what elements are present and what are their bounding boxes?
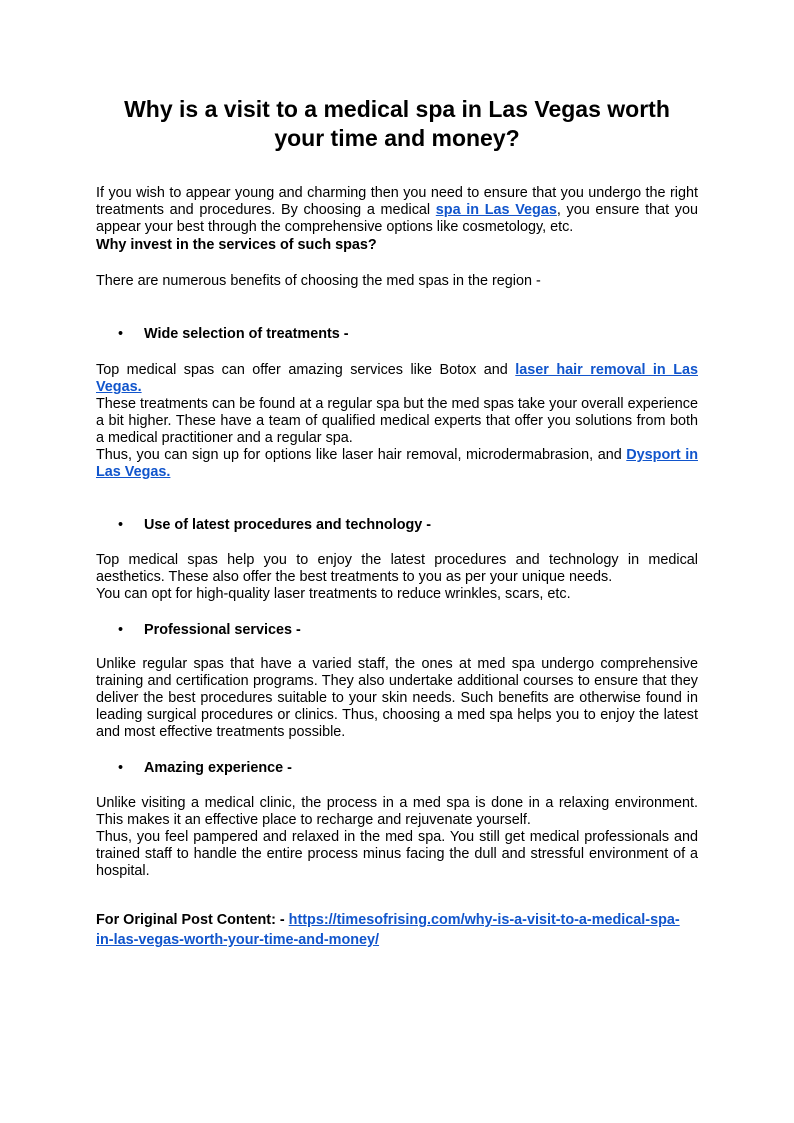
subheading-why-invest: Why invest in the services of such spas? [96, 237, 377, 253]
laser-hair-removal-link[interactable]: laser hair removal in Las Vegas. [96, 362, 698, 395]
bullet-dot: • [118, 517, 124, 533]
bullet-heading-amazing-experience: Amazing experience - [144, 760, 292, 776]
s1-paragraph-2: These treatments can be found at a regular spa but the med spas take your overall experience a bit higher. These have a team of qualified medical experts that offer you solutions from both a medical practitioner and a regular spa. [96, 396, 698, 446]
s3-paragraph-1: Unlike regular spas that have a varied staff, the ones at med spa undergo comprehensive training and certification programs. They also undertake additional courses to ensure that they deliver the best procedures suitable to your skin needs. Such benefits are otherwise found in leading surgical procedures or clinics. Thus, choosing a med spa helps you to enjoy the latest and most effective treatments possible. [96, 656, 698, 740]
original-post-link-part-1[interactable]: https://timesofrising.com/why-is-a-visit-to-a-medical-spa- [288, 912, 680, 928]
s1-paragraph-3 [96, 447, 698, 481]
original-post-link-part-2[interactable]: in-las-vegas-worth-your-time-and-money/ [96, 932, 380, 948]
intro-text-after: , you ensure that you appear your best through the comprehensive options like cosmetology, etc. [96, 202, 699, 235]
s2-paragraph-1: Top medical spas help you to enjoy the latest procedures and technology in medical aesthetics. These also offer the best treatments to you as per your unique needs. [96, 552, 698, 585]
bullet-dot: • [118, 622, 124, 638]
original-post-footer [96, 910, 698, 950]
bullet-heading-wide-selection: Wide selection of treatments - [144, 326, 349, 342]
s4-paragraph-2: Thus, you feel pampered and relaxed in the med spa. You still get medical professionals and trained staff to handle the entire process minus facing the dull and stressful environment of a hospital. [96, 829, 698, 879]
bullet-dot: • [118, 760, 124, 776]
bullet-heading-latest-procedures: Use of latest procedures and technology - [144, 517, 432, 533]
s4-paragraph-1: Unlike visiting a medical clinic, the process in a med spa is done in a relaxing environment. This makes it an effective place to recharge and rejuvenate yourself. [96, 795, 698, 828]
bullet-dot: • [118, 326, 124, 342]
dysport-link[interactable]: Dysport in Las Vegas. [96, 447, 698, 480]
s2-paragraph-2: You can opt for high-quality laser treatments to reduce wrinkles, scars, etc. [96, 586, 571, 602]
s1-paragraph-1 [96, 362, 698, 396]
page-title: Why is a visit to a medical spa in Las Vegas worth your time and money? [124, 96, 670, 151]
s1-p3-text: Thus, you can sign up for options like laser hair removal, microdermabrasion, and [96, 447, 627, 463]
benefits-intro: There are numerous benefits of choosing the med spas in the region - [96, 273, 541, 289]
intro-paragraph [96, 185, 698, 236]
bullet-heading-professional-services: Professional services - [144, 622, 301, 638]
s1-p1-text: Top medical spas can offer amazing services like Botox and [96, 362, 516, 378]
spa-in-las-vegas-link[interactable]: spa in Las Vegas [435, 202, 557, 218]
footer-line-1 [96, 910, 698, 930]
intro-text-before: If you wish to appear young and charming then you need to ensure that you undergo the right treatments and procedures. By choosing a medical [96, 185, 698, 218]
footer-line-2 [96, 930, 698, 950]
footer-label: For Original Post Content: - [96, 912, 289, 928]
